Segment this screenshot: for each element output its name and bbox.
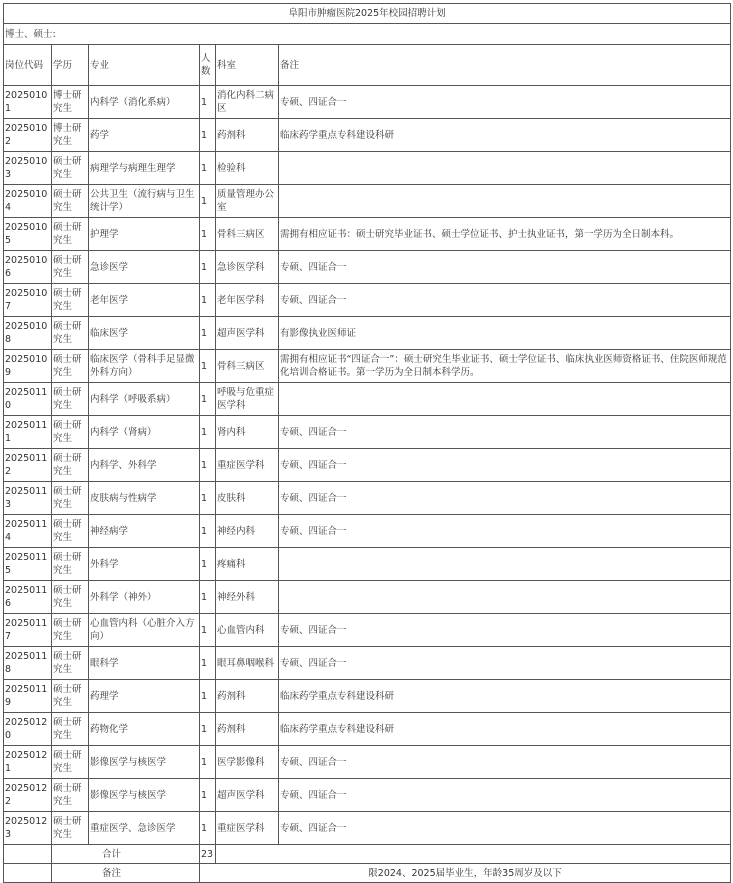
header-note: 备注 — [279, 45, 731, 86]
education-cell: 硕士研究生 — [52, 647, 89, 680]
major-cell: 药物化学 — [89, 713, 200, 746]
table-subtitle: 博士、硕士: — [4, 24, 731, 45]
major-cell: 皮肤病与性病学 — [89, 482, 200, 515]
department-cell: 疼痛科 — [216, 548, 279, 581]
table-row — [4, 779, 731, 812]
education-cell: 硕士研究生 — [52, 515, 89, 548]
education-cell: 博士研究生 — [52, 86, 89, 119]
department-cell: 眼耳鼻咽喉科 — [216, 647, 279, 680]
headcount-cell: 1 — [200, 152, 216, 185]
headcount-cell: 1 — [200, 680, 216, 713]
total-label: 合计 — [52, 845, 200, 864]
education-cell: 硕士研究生 — [52, 449, 89, 482]
headcount-cell: 1 — [200, 449, 216, 482]
department-cell: 药剂科 — [216, 680, 279, 713]
position-code-cell: 20250101 — [4, 86, 52, 119]
education-cell: 硕士研究生 — [52, 251, 89, 284]
note-cell — [279, 152, 731, 185]
position-code-cell: 20250112 — [4, 449, 52, 482]
major-cell: 急诊医学 — [89, 251, 200, 284]
department-cell: 骨科三病区 — [216, 218, 279, 251]
note-cell: 专硕、四证合一 — [279, 284, 731, 317]
education-cell: 硕士研究生 — [52, 416, 89, 449]
position-code-cell: 20250123 — [4, 812, 52, 845]
education-cell: 硕士研究生 — [52, 779, 89, 812]
headcount-cell: 1 — [200, 383, 216, 416]
note-cell: 有影像执业医师证 — [279, 317, 731, 350]
note-cell — [279, 581, 731, 614]
headcount-cell: 1 — [200, 284, 216, 317]
major-cell: 心血管内科（心脏介入方向） — [89, 614, 200, 647]
table-row — [4, 515, 731, 548]
header-count: 人数 — [200, 45, 216, 86]
table-row — [4, 218, 731, 251]
department-cell: 神经外科 — [216, 581, 279, 614]
table-row — [4, 581, 731, 614]
position-code-cell: 20250117 — [4, 614, 52, 647]
education-cell: 硕士研究生 — [52, 218, 89, 251]
education-cell: 硕士研究生 — [52, 482, 89, 515]
major-cell: 影像医学与核医学 — [89, 746, 200, 779]
table-row — [4, 185, 731, 218]
headcount-cell: 1 — [200, 185, 216, 218]
department-cell: 重症医学科 — [216, 812, 279, 845]
note-cell — [279, 185, 731, 218]
table-row — [4, 119, 731, 152]
position-code-cell: 20250103 — [4, 152, 52, 185]
headcount-cell: 1 — [200, 416, 216, 449]
header-row — [4, 45, 731, 86]
department-cell: 皮肤科 — [216, 482, 279, 515]
major-cell: 临床医学（骨科手足显微外科方向） — [89, 350, 200, 383]
position-code-cell: 20250102 — [4, 119, 52, 152]
table-row — [4, 317, 731, 350]
major-cell: 影像医学与核医学 — [89, 779, 200, 812]
note-cell: 专硕、四证合一 — [279, 86, 731, 119]
major-cell: 内科学（呼吸系病） — [89, 383, 200, 416]
position-code-cell: 20250121 — [4, 746, 52, 779]
headcount-cell: 1 — [200, 713, 216, 746]
table-row — [4, 449, 731, 482]
headcount-cell: 1 — [200, 119, 216, 152]
table-row — [4, 383, 731, 416]
remark-row — [4, 864, 731, 883]
major-cell: 内科学、外科学 — [89, 449, 200, 482]
table-title: 阜阳市肿瘤医院2025年校园招聘计划 — [4, 4, 731, 24]
major-cell: 重症医学、急诊医学 — [89, 812, 200, 845]
major-cell: 病理学与病理生理学 — [89, 152, 200, 185]
note-cell: 专硕、四证合一 — [279, 746, 731, 779]
major-cell: 护理学 — [89, 218, 200, 251]
note-cell: 需拥有相应证书：硕士研究毕业证书、硕士学位证书、护士执业证书，第一学历为全日制本科。 — [279, 218, 731, 251]
education-cell: 硕士研究生 — [52, 383, 89, 416]
major-cell: 眼科学 — [89, 647, 200, 680]
major-cell: 外科学 — [89, 548, 200, 581]
position-code-cell: 20250111 — [4, 416, 52, 449]
note-cell — [279, 548, 731, 581]
department-cell: 呼吸与危重症医学科 — [216, 383, 279, 416]
education-cell: 硕士研究生 — [52, 581, 89, 614]
table-row — [4, 614, 731, 647]
major-cell: 药学 — [89, 119, 200, 152]
table-row — [4, 350, 731, 383]
header-department: 科室 — [216, 45, 279, 86]
position-code-cell: 20250118 — [4, 647, 52, 680]
note-cell: 临床药学重点专科建设科研 — [279, 119, 731, 152]
position-code-cell: 20250119 — [4, 680, 52, 713]
department-cell: 质量管理办公室 — [216, 185, 279, 218]
recruitment-plan — [3, 3, 730, 883]
note-cell: 需拥有相应证书“四证合一”：硕士研究生毕业证书、硕士学位证书、临床执业医师资格证书、住院医师规范化培训合格证书。第一学历为全日制本科学历。 — [279, 350, 731, 383]
headcount-cell: 1 — [200, 482, 216, 515]
department-cell: 药剂科 — [216, 713, 279, 746]
position-code-cell: 20250109 — [4, 350, 52, 383]
headcount-cell: 1 — [200, 515, 216, 548]
major-cell: 内科学（消化系病） — [89, 86, 200, 119]
headcount-cell: 1 — [200, 218, 216, 251]
table-row — [4, 482, 731, 515]
major-cell: 神经病学 — [89, 515, 200, 548]
total-count: 23 — [200, 845, 216, 864]
department-cell: 骨科三病区 — [216, 350, 279, 383]
note-cell: 临床药学重点专科建设科研 — [279, 680, 731, 713]
table-row — [4, 416, 731, 449]
recruitment-table — [3, 3, 731, 883]
note-cell: 专硕、四证合一 — [279, 449, 731, 482]
header-major: 专业 — [89, 45, 200, 86]
table-row — [4, 812, 731, 845]
headcount-cell: 1 — [200, 746, 216, 779]
education-cell: 硕士研究生 — [52, 746, 89, 779]
position-code-cell: 20250120 — [4, 713, 52, 746]
note-cell — [279, 383, 731, 416]
position-code-cell: 20250106 — [4, 251, 52, 284]
note-cell: 专硕、四证合一 — [279, 779, 731, 812]
position-code-cell: 20250108 — [4, 317, 52, 350]
department-cell: 药剂科 — [216, 119, 279, 152]
position-code-cell: 20250107 — [4, 284, 52, 317]
headcount-cell: 1 — [200, 251, 216, 284]
table-row — [4, 251, 731, 284]
major-cell: 药理学 — [89, 680, 200, 713]
table-row — [4, 152, 731, 185]
department-cell: 肾内科 — [216, 416, 279, 449]
headcount-cell: 1 — [200, 548, 216, 581]
major-cell: 外科学（神外） — [89, 581, 200, 614]
remark-label: 备注 — [52, 864, 200, 883]
headcount-cell: 1 — [200, 614, 216, 647]
header-code: 岗位代码 — [4, 45, 52, 86]
headcount-cell: 1 — [200, 581, 216, 614]
education-cell: 硕士研究生 — [52, 614, 89, 647]
headcount-cell: 1 — [200, 317, 216, 350]
headcount-cell: 1 — [200, 350, 216, 383]
position-code-cell: 20250113 — [4, 482, 52, 515]
major-cell: 老年医学 — [89, 284, 200, 317]
position-code-cell: 20250115 — [4, 548, 52, 581]
department-cell: 超声医学科 — [216, 779, 279, 812]
headcount-cell: 1 — [200, 86, 216, 119]
education-cell: 硕士研究生 — [52, 185, 89, 218]
department-cell: 检验科 — [216, 152, 279, 185]
education-cell: 硕士研究生 — [52, 317, 89, 350]
note-cell: 专硕、四证合一 — [279, 515, 731, 548]
total-row — [4, 845, 731, 864]
position-code-cell: 20250116 — [4, 581, 52, 614]
table-row — [4, 86, 731, 119]
education-cell: 硕士研究生 — [52, 350, 89, 383]
education-cell: 硕士研究生 — [52, 548, 89, 581]
table-row — [4, 548, 731, 581]
headcount-cell: 1 — [200, 779, 216, 812]
note-cell: 专硕、四证合一 — [279, 812, 731, 845]
note-cell: 专硕、四证合一 — [279, 482, 731, 515]
major-cell: 公共卫生（流行病与卫生统计学） — [89, 185, 200, 218]
note-cell: 临床药学重点专科建设科研 — [279, 713, 731, 746]
table-row — [4, 746, 731, 779]
education-cell: 硕士研究生 — [52, 713, 89, 746]
table-row — [4, 647, 731, 680]
table-row — [4, 680, 731, 713]
position-code-cell: 20250110 — [4, 383, 52, 416]
department-cell: 超声医学科 — [216, 317, 279, 350]
department-cell: 神经内科 — [216, 515, 279, 548]
position-code-cell: 20250104 — [4, 185, 52, 218]
education-cell: 硕士研究生 — [52, 284, 89, 317]
position-code-cell: 20250122 — [4, 779, 52, 812]
department-cell: 消化内科二病区 — [216, 86, 279, 119]
education-cell: 硕士研究生 — [52, 152, 89, 185]
table-row — [4, 284, 731, 317]
department-cell: 医学影像科 — [216, 746, 279, 779]
headcount-cell: 1 — [200, 647, 216, 680]
department-cell: 重症医学科 — [216, 449, 279, 482]
note-cell: 专硕、四证合一 — [279, 647, 731, 680]
department-cell: 心血管内科 — [216, 614, 279, 647]
education-cell: 硕士研究生 — [52, 812, 89, 845]
department-cell: 老年医学科 — [216, 284, 279, 317]
headcount-cell: 1 — [200, 812, 216, 845]
note-cell: 专硕、四证合一 — [279, 416, 731, 449]
education-cell: 硕士研究生 — [52, 680, 89, 713]
position-code-cell: 20250105 — [4, 218, 52, 251]
major-cell: 内科学（肾病） — [89, 416, 200, 449]
department-cell: 急诊医学科 — [216, 251, 279, 284]
education-cell: 博士研究生 — [52, 119, 89, 152]
table-row — [4, 713, 731, 746]
major-cell: 临床医学 — [89, 317, 200, 350]
header-education: 学历 — [52, 45, 89, 86]
remark-text: 限2024、2025届毕业生，年龄35周岁及以下 — [200, 864, 731, 883]
note-cell: 专硕、四证合一 — [279, 614, 731, 647]
note-cell: 专硕、四证合一 — [279, 251, 731, 284]
position-code-cell: 20250114 — [4, 515, 52, 548]
